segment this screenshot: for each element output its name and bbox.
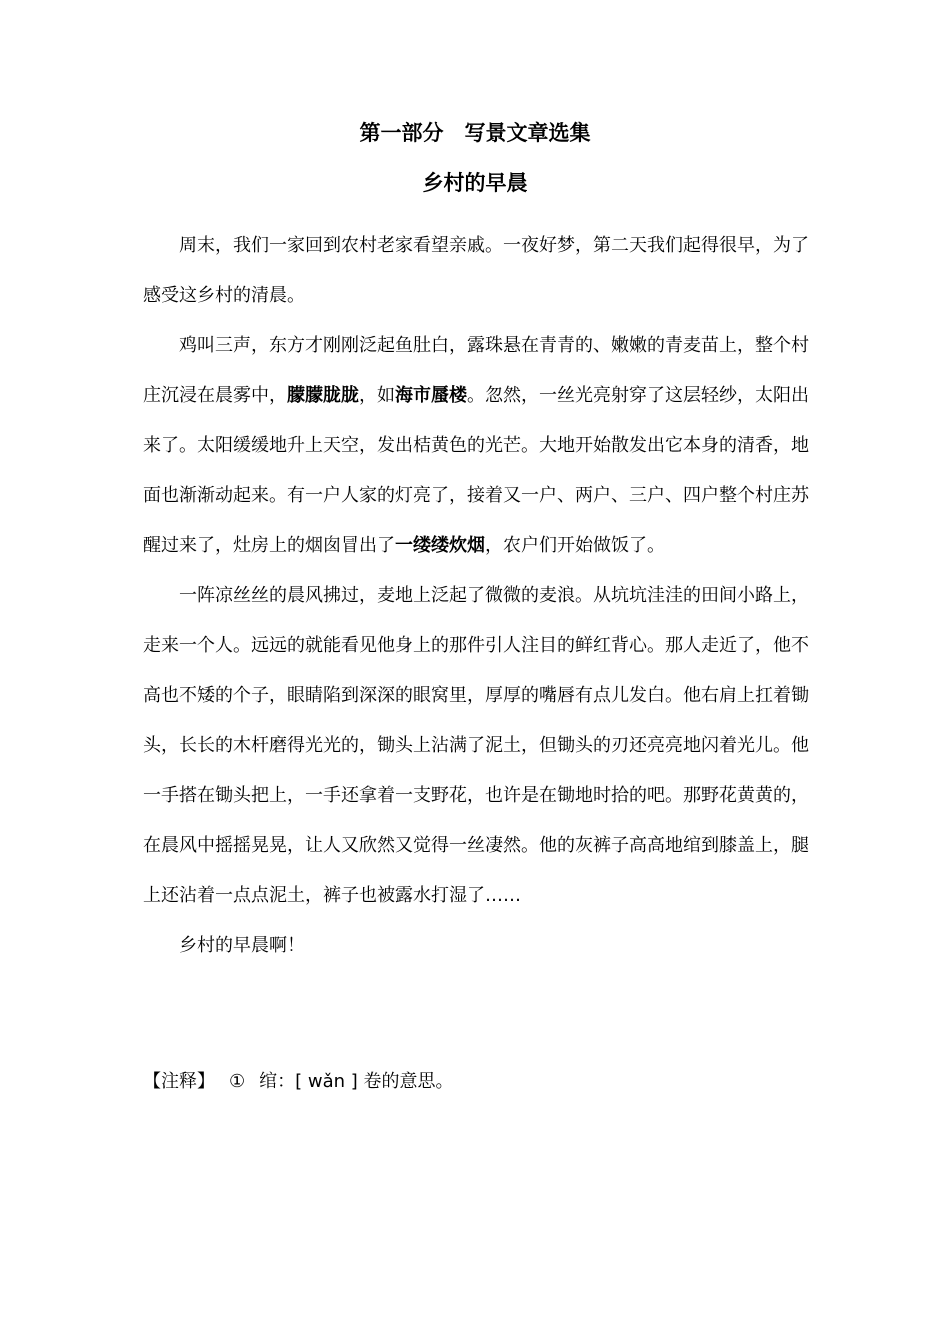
note-content: 绾：[ wǎn ] 卷的意思。: [259, 1071, 454, 1092]
paragraph-2: [143, 321, 809, 571]
part-title: 第一部分 写景文章选集: [359, 121, 591, 145]
paragraph-2-text-3: 。忽然，一丝光亮射穿了这层轻纱，太阳出来了。太阳缓缓地升上天空，发出桔黄色的光芒。大地开始散发出它本身的清香，地面也渐渐动起来。有一户人家的灯亮了，接着又一户、两户、三户、四户整个村庄苏醒过来了，灶房上的烟囱冒出了: [143, 385, 809, 556]
paragraph-2-text-1: 鸡叫三声，东方才刚刚泛起鱼肚白，露珠悬在青青的、嫩嫩的青麦苗上，整个村庄沉浸在晨雾中，: [143, 335, 809, 406]
annotation-note: [143, 1064, 809, 1100]
bold-phrase-mirage: 海市蜃楼: [395, 385, 467, 406]
bold-phrase-smoke: 一缕缕炊烟: [395, 535, 485, 556]
article-title: 乡村的早晨: [422, 171, 528, 195]
paragraph-2-text-4: ，农户们开始做饭了。: [485, 535, 665, 556]
note-label: 【注释】: [143, 1071, 215, 1092]
paragraph-3: 一阵凉丝丝的晨风拂过，麦地上泛起了微微的麦浪。从坑坑洼洼的田间小路上，走来一个人。远远的就能看见他身上的那件引人注目的鲜红背心。那人走近了，他不高也不矮的个子，眼睛陷到深深的眼窝里，厚厚的嘴唇有点儿发白。他右肩上扛着锄头，长长的木杆磨得光光的，锄头上沾满了泥土，但锄头的刃还亮亮地闪着光儿。他一手搭在锄头把上，一手还拿着一支野花，也许是在锄地时拾的吧。那野花黄黄的，在晨风中摇摇晃晃，让人又欣然又觉得一丝凄然。他的灰裤子高高地绾到膝盖上，腿上还沾着一点点泥土，裤子也被露水打湿了……: [143, 585, 809, 906]
bold-phrase-menglong: 朦朦胧胧: [287, 385, 359, 406]
paragraph-1: 周末，我们一家回到农村老家看望亲戚。一夜好梦，第二天我们起得很早，为了感受这乡村的清晨。: [143, 235, 809, 306]
paragraph-4: 乡村的早晨啊！: [179, 935, 305, 956]
article-body: [143, 221, 809, 971]
note-marker: ①: [229, 1071, 246, 1092]
paragraph-2-text-2: ，如: [359, 385, 395, 406]
